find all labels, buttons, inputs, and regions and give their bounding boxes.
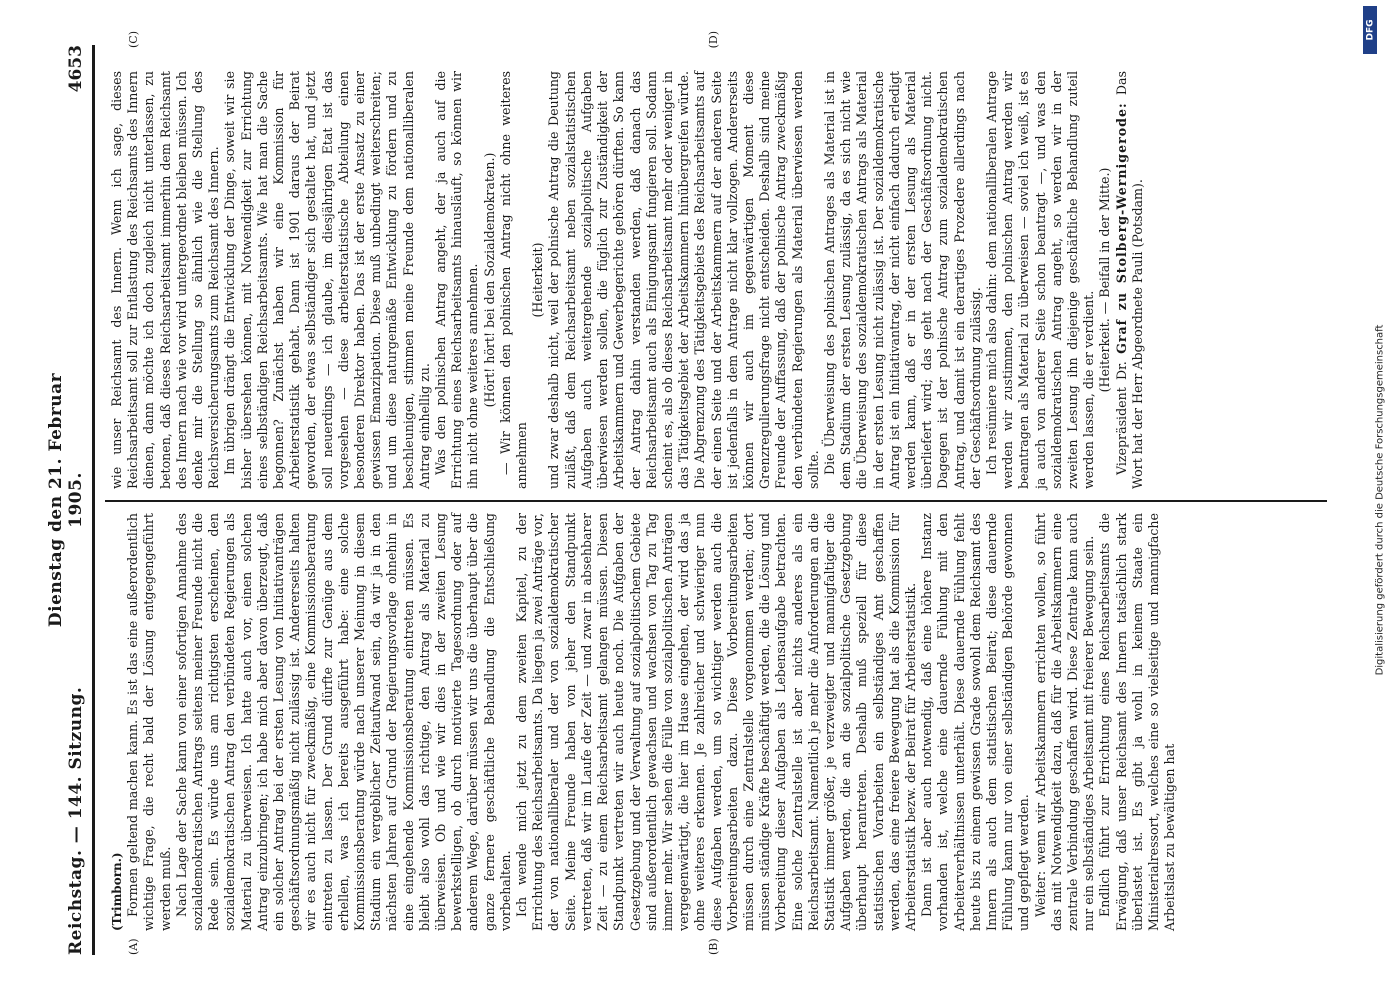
paragraph: Dann ist aber auch notwendig, daß eine höhere Instanz vorhanden ist, welche eine dauernde Fühlung mit den Arbeiterverhältnissen unterhält. Diese dauernde Fühlung fehlt heute bis zu einem gewissen Grade sowohl dem Reichsamt des Innern als auch dem statistischen Beirat; diese dauernde Fühlung kann nur von einer selbständigen Behörde gewonnen und gepflegt werden. (918, 513, 1031, 931)
margin-marker-a: (A) (126, 938, 140, 955)
header-date: Dienstag den 21. Februar 1905. (45, 372, 86, 628)
left-column (109, 513, 1327, 931)
margin-marker-c: (C) (126, 31, 140, 48)
paragraph: Nach Lage der Sache kann von einer sofortigen Annahme des sozialdemokratischen Antrags seitens meiner Freunde nicht die Rede sein. Es würde uns am richtigsten erscheinen, den sozialdemokratischen Antrag den verbündeten Regierungen als Material zu überweisen. Ich hatte auch vor, einen solchen Antrag einzubringen; ich habe mich aber davon überzeugt, daß ein solcher Antrag bei der ersten Lesung von Initiativanträgen geschäftsordnungsmäßig nicht zulässig ist. Andererseits halten wir es auch nicht für zweckmäßig, eine Kommissionsberatung eintreten zu lassen. Der Grund dürfte zur Genüge aus dem erhellen, was ich bereits ausgeführt habe: eine solche Kommissionsberatung würde nach unserer Meinung in diesem Stadium ein vergeblicher Zeitaufwand sein, da wir ja in den nächsten Jahren auf Grund der Regierungsvorlage ohnehin in eine eingehende Kommissionsberatung eintreten müssen. Es bleibt also wohl das richtige, den Antrag als Material zu überweisen. Ob und wie wir dies in der zweiten Lesung bewerkstelligen, ob durch motivierte Tagesordnung oder auf anderem Wege, darüber müssen wir uns die überhaupt über die ganze fernere geschäftliche Behandlung die Entschließung vorbehalten. (173, 513, 513, 931)
header-left: Reichstag. — 144. Sitzung. (65, 686, 86, 955)
paragraph: Was den polnischen Antrag angeht, der ja auch auf die Errichtung eines Reichsarbeitsamts hinausläuft, so können wir ihn nicht ohne weiteres annehmen. (432, 71, 480, 489)
interjection: (Heiterkeit. — Beifall in der Mitte.) (1096, 167, 1112, 393)
paragraph: Ich resümiere mich also dahin: dem nationalliberalen Antrage werden wir zustimmen, den polnischen Antrag werden wir beantragen als Material zu überweisen — soviel ich weiß, ist es ja auch von anderer Seite schon beantragt —, und was den sozialdemokratischen Antrag angeht, so werden wir in der zweiten Lesung ihn diejenige geschäftliche Behandlung zuteil werden lassen, die er verdient. (983, 71, 1096, 489)
paragraph: — Wir können den polnischen Antrag nicht ohne weiteres annehmen (497, 71, 529, 489)
speaker-rest: Das Wort hat der Herr Abgeordnete Pauli (Potsdam). (1113, 71, 1145, 489)
dfg-logo (1363, 6, 1377, 54)
digitization-text: Digitalisierung gefördert durch die Deutsche Forschungsgemeinschaft (1374, 324, 1386, 676)
paragraph: Im übrigen drängt die Entwicklung der Dinge, soweit wir sie bisher übersehen können, mit Notwendigkeit zur Errichtung eines selbständigen Reichsarbeitsamts. Wie hat man die Sache begonnen? Zunächst haben wir eine Kommission für Arbeiterstatistik gehabt. Dann ist 1901 daraus der Beirat geworden, der etwas selbständiger sich gestaltet hat, und jetzt soll neuerdings — ich glaube, im diesjährigen Etat ist das vorgesehen — diese arbeiterstatistische Abteilung einen besonderen Direktor haben. Das ist der erste Ansatz zu einer gewissen Emanzipation. Diese muß unbedingt weiterschreiten; und um diese naturgemäße Entwicklung zu fördern und zu beschleunigen, stimmen meine Freunde dem nationalliberalen Antrag einhellig zu. (221, 71, 432, 489)
interjection: (Heiterkeit) (529, 242, 545, 318)
running-head (47, 45, 95, 955)
speaker-name: Graf zu Stolberg-Wernigerode: (1113, 102, 1129, 354)
column-speaker-head: (Trimborn.) (109, 852, 124, 931)
paragraph: und zwar deshalb nicht, weil der polnische Antrag die Deutung zuläßt, daß dem Reichsarbeitsamt neben sozialstatistischen Aufgaben auch weitergehende sozialpolitische Aufgaben überwiesen werden sollen, die füglich zur Zuständigkeit der Arbeitskammern und Gewerbegerichte gehören dürften. So kann der Antrag dahin verstanden werden, daß danach das Reichsarbeitsamt auch als Einigungsamt fungieren soll. Sodann scheint es, als ob dieses Reichsarbeitsamt mehr oder weniger in das Tätigkeitsgebiet der Arbeitskammern hinübergreifen würde. Die Abgrenzung des Tätigkeitsgebiets des Reichsarbeitsamts auf der einen Seite und der Arbeitskammern auf der anderen Seite ist jedenfalls in dem Antrage nicht klar vollzogen. Andererseits können wir auch im gegenwärtigen Moment diese Grenzregulierungsfrage nicht entscheiden. Deshalb sind meine Freunde der Auffassung, daß der polnische Antrag zweckmäßig den verbündeten Regierungen als Material überwiesen werden sollte. (545, 71, 821, 489)
rotated-page (47, 25, 1337, 975)
interjection: (Hört! hört! bei den Sozialdemokraten.) (481, 152, 497, 408)
column-divider (105, 500, 1327, 502)
dfg-logo-text: DFG (1365, 19, 1376, 41)
paragraph: wie unser Reichsamt des Innern. Wenn ich sage, dieses Reichsarbeitsamt soll zur Entlastung des Reichsamts des Innern dienen, dann möchte ich doch zugleich nicht unterlassen, zu betonen, daß dieses Reichsarbeitsamt immerhin dem Reichsamt des Innern nach wie vor wird untergeordnet bleiben müssen. Ich denke mir die Stellung so ähnlich wie die Stellung des Reichsversicherungsamts zum Reichsamt des Innern. (108, 71, 221, 489)
paragraph: Endlich führt zur Errichtung eines Reichsarbeitsamts die Erwägung, daß unser Reichsamt des Innern tatsächlich stark überlastet ist. Es gibt ja wohl in keinem Staate ein Ministerialressort, welches eine so vielseitige und mannigfache Arbeitslast zu bewältigen hat (1096, 513, 1177, 931)
paragraph: Die Überweisung des polnischen Antrages als Material ist in dem Stadium der ersten Lesung zulässig, da es sich nicht wie die Überweisung des sozialdemokratischen Antrags als Material in der ersten Lesung nicht zulässig ist. Der sozialdemokratische Antrag ist ein Initiativantrag, der nicht einfach dadurch erledigt werden kann, daß er in der ersten Lesung als Material überliefert wird; das geht nach der Geschäftsordnung nicht. Dagegen ist der polnische Antrag zum sozialdemokratischen Antrag, und damit ist ein derartiges Prozedere allerdings nach der Geschäftsordnung zulässig. (821, 71, 983, 489)
digitization-note (1369, 0, 1391, 1000)
paragraph: Weiter: wenn wir Arbeitskammern errichten wollen, so führt das mit Notwendigkeit dazu, daß für die Arbeitskammern eine zentrale Verbindung geschaffen wird. Diese Zentrale kann auch nur ein selbständiges Arbeitsamt mit freierer Bewegung sein. (1032, 513, 1096, 931)
paragraph: Ich wende mich jetzt zu dem zweiten Kapitel, zu der Errichtung des Reichsarbeitsamts. Da liegen ja zwei Anträge vor, der von nationalliberaler und der von sozialdemokratischer Seite. Meine Freunde haben von jeher den Standpunkt vertreten, daß wir im Laufe der Zeit — und zwar in absehbarer Zeit — zu einem Reichsarbeitsamt gelangen müssen. Diesen Standpunkt vertreten wir auch heute noch. Die Aufgaben der Gesetzgebung und der Verwaltung auf sozialpolitischem Gebiete sind außerordentlich gewachsen und wachsen von Tag zu Tag immer mehr. Wir sehen die Fülle von sozialpolitischen Anträgen vergegenwärtigt, die hier im Hause eingehen, der wird das ja ohne weiteres erkennen. Je zahlreicher und schwieriger nun diese Aufgaben werden, um so wichtiger werden auch die Vorbereitungsarbeiten dazu. Diese Vorbereitungsarbeiten müssen durch eine Zentralstelle vorgenommen werden; dort müssen ständige Kräfte beschäftigt werden, die die Lösung und Vorbereitung dieser Aufgaben als Lebensaufgabe betrachten. Eine solche Zentralstelle ist aber nichts anderes als ein Reichsarbeitsamt. Namentlich je mehr die Anforderungen an die Statistik immer größer, je verzweigter und mannigfaltiger die Aufgaben werden, die an die sozialpolitische Gesetzgebung überhaupt herantreten. Deshalb muß speziell für diese statistischen Vorarbeiten ein selbständiges Amt geschaffen werden, das eine freiere Bewegung hat als die Kommission für Arbeiterstatistik bezw. der Beirat für Arbeiterstatistik. (513, 513, 918, 931)
speaker-line (1113, 71, 1145, 489)
margin-marker-b: (B) (706, 938, 720, 955)
paragraph: Formen geltend machen kann. Es ist das eine außerordentlich wichtige Frage, die recht bald der Lösung entgegengeführt werden muß. (124, 513, 173, 931)
right-column (109, 71, 1327, 489)
speaker-prefix: Vizepräsident Dr. (1113, 361, 1129, 475)
page-number: 4653 (65, 45, 86, 93)
margin-marker-d: (D) (706, 31, 720, 49)
